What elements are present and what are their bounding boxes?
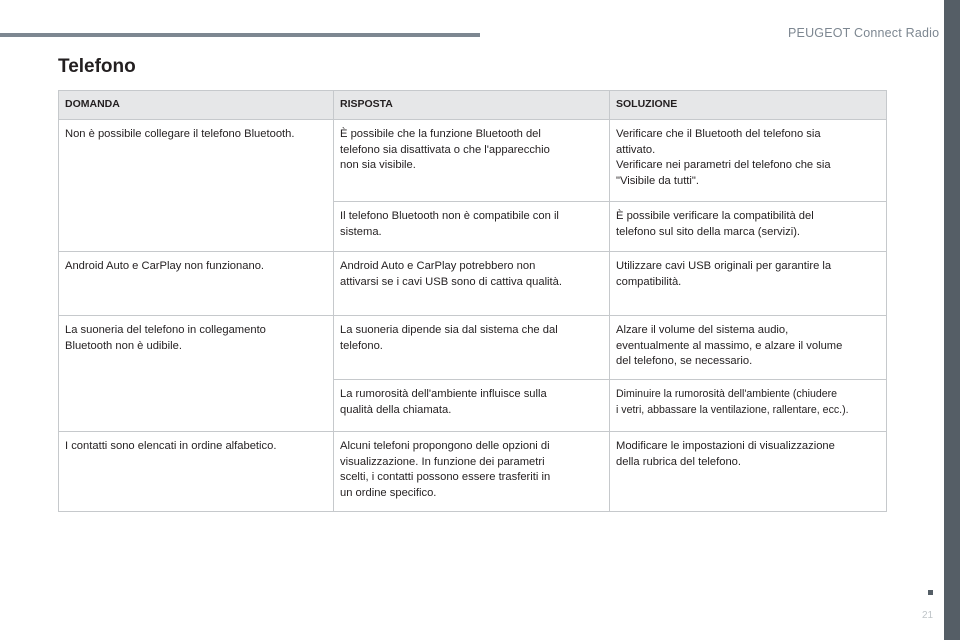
table-row bbox=[59, 432, 887, 512]
question-cell-continued bbox=[59, 380, 334, 432]
question-line: Bluetooth non è udibile. bbox=[65, 339, 182, 352]
solution-line: È possibile verificare la compatibilità del bbox=[616, 210, 814, 222]
question-text: I contatti sono elencati in ordine alfabetico. bbox=[65, 440, 277, 452]
answer-line: È possibile che la funzione Bluetooth del bbox=[340, 128, 541, 140]
answer-line: telefono sia disattivata o che l'apparecchio bbox=[340, 143, 550, 156]
column-header-question: DOMANDA bbox=[59, 91, 334, 120]
solution-cell bbox=[610, 252, 887, 316]
answer-cell bbox=[334, 432, 610, 512]
page-title: Telefono bbox=[58, 56, 136, 77]
answer-cell bbox=[334, 380, 610, 432]
answer-line: scelti, i contatti possono essere trasferiti in bbox=[340, 471, 551, 483]
answer-line: La suoneria dipende sia dal sistema che dal bbox=[340, 324, 558, 336]
answer-line: La rumorosità dell'ambiente influisce sulla bbox=[340, 388, 547, 400]
solution-cell bbox=[610, 316, 887, 380]
answer-line: qualità della chiamata. bbox=[340, 403, 452, 416]
solution-line: "Visibile da tutti". bbox=[616, 174, 699, 187]
solution-cell bbox=[610, 120, 887, 202]
table-row bbox=[59, 380, 887, 432]
table-row bbox=[59, 120, 887, 202]
solution-line: Diminuire la rumorosità dell'ambiente (chiudere bbox=[616, 388, 838, 400]
answer-line: Il telefono Bluetooth non è compatibile con il bbox=[340, 210, 559, 222]
side-band bbox=[944, 0, 960, 640]
solution-line: attivato. bbox=[616, 143, 656, 156]
answer-line: un ordine specifico. bbox=[340, 486, 437, 499]
page-number: 21 bbox=[922, 610, 934, 621]
question-cell bbox=[59, 316, 334, 380]
manual-header-title: PEUGEOT Connect Radio bbox=[788, 26, 940, 40]
solution-line: del telefono, se necessario. bbox=[616, 355, 753, 367]
question-cell bbox=[59, 252, 334, 316]
answer-cell bbox=[334, 120, 610, 202]
solution-line: Verificare che il Bluetooth del telefono sia bbox=[616, 128, 821, 140]
table-row bbox=[59, 252, 887, 316]
solution-cell bbox=[610, 432, 887, 512]
question-cell bbox=[59, 432, 334, 512]
answer-line: attivarsi se i cavi USB sono di cattiva qualità. bbox=[340, 275, 562, 288]
solution-line: Alzare il volume del sistema audio, bbox=[616, 324, 789, 336]
table-header-row bbox=[59, 91, 887, 120]
solution-line: eventualmente al massimo, e alzare il volume bbox=[616, 339, 843, 352]
answer-line: non sia visibile. bbox=[340, 159, 416, 171]
solution-line: i vetri, abbassare la ventilazione, rallentare, ecc.). bbox=[616, 403, 849, 416]
solution-cell bbox=[610, 380, 887, 432]
answer-line: Android Auto e CarPlay potrebbero non bbox=[340, 260, 536, 272]
table-row bbox=[59, 316, 887, 380]
question-text: Android Auto e CarPlay non funzionano. bbox=[65, 260, 265, 272]
solution-line: Modificare le impostazioni di visualizzazione bbox=[616, 440, 835, 452]
troubleshooting-table bbox=[58, 90, 887, 512]
solution-cell bbox=[610, 202, 887, 252]
solution-line: Utilizzare cavi USB originali per garantire la bbox=[616, 260, 832, 272]
answer-cell bbox=[334, 202, 610, 252]
solution-line: della rubrica del telefono. bbox=[616, 455, 742, 468]
solution-line: telefono sul sito della marca (servizi). bbox=[616, 225, 801, 238]
solution-line: Verificare nei parametri del telefono che sia bbox=[616, 159, 831, 171]
answer-line: telefono. bbox=[340, 339, 383, 352]
table-row bbox=[59, 202, 887, 252]
solution-line: compatibilità. bbox=[616, 275, 682, 288]
column-header-answer: RISPOSTA bbox=[334, 91, 610, 120]
question-text: Non è possibile collegare il telefono Bluetooth. bbox=[65, 128, 295, 140]
continue-marker bbox=[928, 590, 933, 595]
answer-line: Alcuni telefoni propongono delle opzioni di bbox=[340, 440, 550, 452]
question-cell-continued bbox=[59, 202, 334, 252]
answer-cell bbox=[334, 316, 610, 380]
answer-line: visualizzazione. In funzione dei parametri bbox=[340, 455, 545, 468]
column-header-solution: SOLUZIONE bbox=[610, 91, 887, 120]
answer-cell bbox=[334, 252, 610, 316]
answer-line: sistema. bbox=[340, 225, 382, 238]
header-rule bbox=[0, 33, 480, 37]
question-cell bbox=[59, 120, 334, 202]
question-line: La suoneria del telefono in collegamento bbox=[65, 324, 266, 336]
